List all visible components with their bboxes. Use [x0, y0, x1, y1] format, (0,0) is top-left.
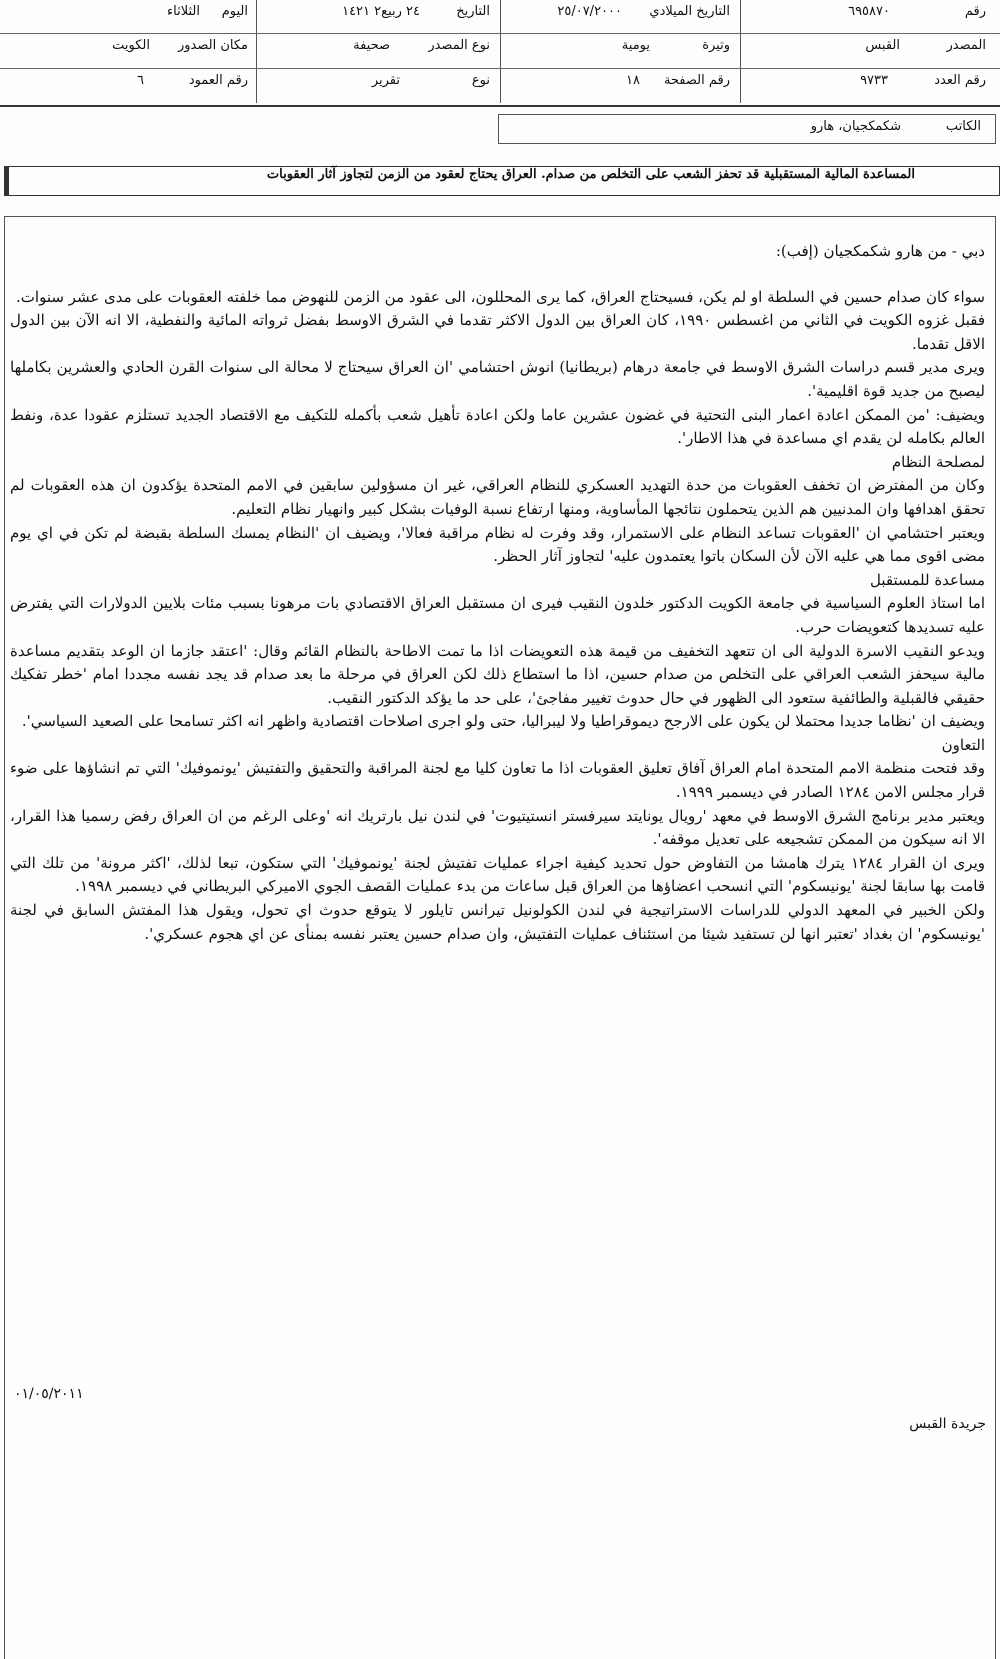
- divider: [740, 69, 741, 103]
- footer-date: ٠١/٠٥/٢٠١١: [14, 1386, 84, 1402]
- day-label: اليوم: [221, 4, 248, 19]
- section-heading: مساعدة للمستقبل: [869, 570, 985, 589]
- paragraph: فقبل غزوه الكويت في الثاني من اغسطس ١٩٩٠، كان العراق بين الدول الاكثر تقدما في الشرق الاوسط بفضل ثرواته المائية والنفطية، الا انه الآن بين الدول الاقل تقدما.: [10, 311, 985, 353]
- headline: المساعدة المالية المستقبلية قد تحفز الشعب على التخلص من صدام. العراق يحتاج لعقود من الزمن لتجاوز آثار العقوبات: [266, 167, 915, 182]
- metadata-row-1: [0, 0, 1000, 34]
- author-value: شكمكجيان، هارو: [810, 119, 901, 134]
- issue-value: ٩٧٣٣: [860, 73, 888, 88]
- metadata-row-3: [0, 69, 1000, 103]
- footer-publisher: جريدة القبس: [909, 1416, 986, 1432]
- author-label: الكاتب: [945, 119, 981, 134]
- column-value: ٦: [137, 73, 144, 88]
- gregorian-date-value: ٢٥/٠٧/٢٠٠٠: [557, 4, 622, 19]
- paragraph: ويضيف ان 'نظاما جديدا محتملا لن يكون على الارجح ديموقراطيا ولا ليبراليا، حتى ولو اجرى اصلاحات اقتصادية واظهر انه اكثر تسامحا على الصعيد السياسي'.: [21, 712, 985, 731]
- number-value: ٦٩٥٨٧٠: [848, 4, 890, 19]
- type-label: نوع: [471, 73, 490, 88]
- metadata-row-2: [0, 34, 1000, 69]
- divider: [740, 34, 741, 68]
- article-body: [10, 240, 985, 946]
- headline-box: [4, 166, 1000, 196]
- paragraph: وقد فتحت منظمة الامم المتحدة امام العراق آفاق تعليق العقوبات اذا ما تعاون كليا مع لجنة المراقبة والتحقيق والتفتيش 'يونموفيك' التي تم انشاؤها على ضوء قرار مجلس الامن ١٢٨٤ الصادر في ديسمبر ١٩٩٩.: [10, 759, 985, 802]
- divider: [500, 0, 501, 33]
- issue-label: رقم العدد: [934, 73, 986, 88]
- frequency-value: يومية: [621, 38, 650, 53]
- number-label: رقم: [964, 4, 986, 19]
- column-label: رقم العمود: [188, 73, 248, 88]
- divider: [500, 69, 501, 103]
- day-value: الثلاثاء: [167, 4, 200, 19]
- divider: [740, 0, 741, 33]
- hijri-date-value: ٢٤ ربيع٢ ١٤٢١: [342, 4, 420, 19]
- paragraph: ويعتبر مدير برنامج الشرق الاوسط في معهد 'رويال يونايتد سيرفستر انستيتيوت' في لندن نيل بارتريك انه 'وعلى الرغم من ان العراق رفض رسميا هذا القرار، الا انه سيكون من الممكن تشجيعه على تعديل موقفه'.: [10, 806, 985, 849]
- paragraph: وكان من المفترض ان تخفف العقوبات من حدة التهديد العسكري للنظام العراقي، غير ان مسؤولين سابقين في الامم المتحدة يؤكدون ان هذه العقوبات لم تحقق اهدافها وان المدنيين هم الذين يتحملون نتائجها المأساوية، ومنها ارتفاع نسبة الوفيات بشكل كبير وانهيار نظام التعليم.: [10, 476, 985, 518]
- source-type-value: صحيفة: [353, 38, 390, 53]
- paragraph: ويعتبر احتشامي ان 'العقوبات تساعد النظام على الاستمرار، وقد وفرت له نظام مراقبة فعالا'، ويضيف ان 'النظام يمسك السلطة بقبضة لم تكن في اي يوم مضى اقوى مما هي عليه الآن لأن السكان باتوا يعتمدون عليه' لتجاوز آثار الحظر.: [10, 523, 985, 566]
- paragraph: ويرى ان القرار ١٢٨٤ يترك هامشا من التفاوض حول تحديد كيفية اجراء عمليات تفتيش لجنة 'يونموفيك' التي ستكون، تبعا لذلك، 'اكثر مرونة' من تلك التي قامت بها سابقا لجنة 'يونيسكوم' التي انسحب اعضاؤها من العراق قبل ساعات من بدء عمليات القصف الجوي الاميركي البريطاني في ديسمبر ١٩٩٨.: [10, 853, 985, 896]
- divider: [500, 34, 501, 68]
- divider: [256, 0, 257, 33]
- divider: [256, 69, 257, 103]
- paragraph: ويدعو النقيب الاسرة الدولية الى ان تتعهد التخفيف من قيمة هذه التعويضات اذا ما تمت الاطاحة بالنظام القائم وقال: 'اعتقد جازما ان الوعد بتقديم مساعدة مالية سيحفز الشعب العراقي على التخلص من صدام حسين، اذا ما استطاع ذلك لكن العراق في مرحلة ما بعد صدام قد يجد نفسه مجددا امام 'خطر تفكيك حقيقي فالقبلية والطائفية ستعود الى الظهور في حال حدوث تغيير مفاجئ'، على حد ما يؤكد الدكتور النقيب.: [10, 641, 985, 707]
- page-value: ١٨: [626, 73, 640, 88]
- paragraph: ولكن الخبير في المعهد الدولي للدراسات الاستراتيجية في لندن الكولونيل تيرانس تايلور لا يتوقع حدوث اي تحول، ويقول هذا المفتش السابق في لجنة 'يونيسكوم' ان بغداد 'تعتبر انها لن تستفيد شيئا من استئناف عمليات التفتيش، وان صدام حسين يعتبر نفسه بمنأى عن اي هجوم عسكري'.: [10, 901, 985, 943]
- place-value: الكويت: [112, 38, 150, 53]
- section-heading: التعاون: [941, 735, 985, 754]
- place-label: مكان الصدور: [177, 38, 248, 53]
- divider: [256, 34, 257, 68]
- paragraph: ويرى مدير قسم دراسات الشرق الاوسط في جامعة درهام (بريطانيا) انوش احتشامي 'ان العراق سيحتاج لا محالة الى سنوات القرن الحادي والعشرين بكاملها ليصبح من جديد قوة اقليمية'.: [10, 358, 985, 400]
- dateline: دبي - من هارو شكمكجيان (إفب):: [775, 242, 985, 260]
- page-label: رقم الصفحة: [663, 73, 730, 88]
- source-type-label: نوع المصدر: [428, 38, 490, 53]
- gregorian-date-label: التاريخ الميلادي: [649, 4, 730, 19]
- source-value: القبس: [865, 38, 900, 53]
- paragraph: سواء كان صدام حسين في السلطة او لم يكن، فسيحتاج العراق، كما يرى المحللون، الى عقود من الزمن للنهوض مما خلفته العقوبات على مدى عشر سنوات.: [16, 287, 985, 306]
- source-label: المصدر: [946, 38, 986, 53]
- type-value: تقرير: [371, 73, 400, 88]
- frequency-label: وتيرة: [702, 38, 730, 53]
- section-heading: لمصلحة النظام: [891, 452, 985, 471]
- paragraph: اما استاذ العلوم السياسية في جامعة الكويت الدكتور خلدون النقيب فيرى ان مستقبل العراق الاقتصادي بات مرهونا بسبب مئات بلايين الدولارات التي يفترض عليه تسديدها كتعويضات حرب.: [10, 594, 985, 636]
- metadata-table: [0, 0, 1000, 107]
- paragraph: ويضيف: 'من الممكن اعادة اعمار البنى التحتية في غضون عشرين عاما ولكن اعادة تأهيل شعب بأكمله للتكيف مع الاقتصاد الجديد تستلزم عقودا عدة، ونفط العالم بكامله لن يقدم اي مساعدة في هذا الاطار'.: [10, 405, 985, 448]
- hijri-date-label: التاريخ: [456, 4, 490, 19]
- author-box: [498, 114, 996, 144]
